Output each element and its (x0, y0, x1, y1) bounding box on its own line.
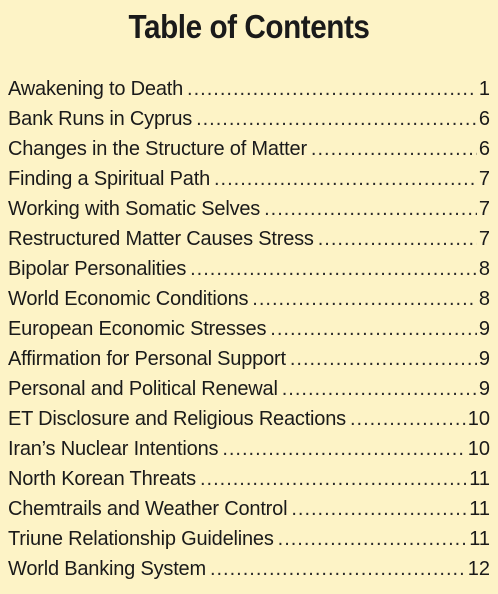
toc-entry-title: Chemtrails and Weather Control (8, 498, 288, 520)
dot-leader (252, 284, 477, 314)
toc-entry-page: 12 (467, 558, 490, 580)
dot-leader (264, 194, 477, 224)
toc-entry[interactable] (8, 284, 490, 314)
dot-leader (187, 74, 477, 104)
toc-entry-title: European Economic Stresses (8, 318, 267, 340)
toc-entry-title: North Korean Threats (8, 468, 196, 490)
toc-entry-page: 7 (478, 168, 490, 190)
toc-entry[interactable] (8, 254, 490, 284)
toc-entry-title: Changes in the Structure of Matter (8, 138, 307, 160)
toc-entry-title: Bank Runs in Cyprus (8, 108, 193, 130)
toc-entry[interactable] (8, 224, 490, 254)
toc-entry-page: 7 (478, 228, 490, 250)
toc-entry-title: Personal and Political Renewal (8, 378, 278, 400)
toc-entry[interactable] (8, 464, 490, 494)
toc-entry[interactable] (8, 554, 490, 584)
toc-entry-title: Restructured Matter Causes Stress (8, 228, 314, 250)
toc-entry-page: 7 (478, 198, 490, 220)
toc-entry-page: 6 (478, 108, 490, 130)
toc-entry-title: World Banking System (8, 558, 206, 580)
dot-leader (190, 254, 477, 284)
dot-leader (311, 134, 477, 164)
dot-leader (214, 164, 477, 194)
dot-leader (200, 464, 467, 494)
toc-entry[interactable] (8, 494, 490, 524)
dot-leader (270, 314, 477, 344)
toc-entry[interactable] (8, 434, 490, 464)
toc-entry[interactable] (8, 194, 490, 224)
toc-entry[interactable] (8, 164, 490, 194)
dot-leader (222, 434, 465, 464)
toc-entry[interactable] (8, 104, 490, 134)
toc-entry-title: Finding a Spiritual Path (8, 168, 210, 190)
toc-list (8, 74, 490, 584)
dot-leader (318, 224, 477, 254)
dot-leader (291, 494, 467, 524)
toc-entry[interactable] (8, 374, 490, 404)
toc-entry-title: Awakening to Death (8, 78, 184, 100)
toc-entry-page: 1 (478, 78, 490, 100)
toc-entry-title: Affirmation for Personal Support (8, 348, 286, 370)
toc-entry-page: 9 (478, 348, 490, 370)
dot-leader (282, 374, 477, 404)
toc-entry-page: 6 (478, 138, 490, 160)
toc-entry[interactable] (8, 344, 490, 374)
toc-entry-page: 9 (478, 318, 490, 340)
toc-entry-title: Triune Relationship Guidelines (8, 528, 274, 550)
toc-entry-page: 10 (467, 408, 490, 430)
dot-leader (278, 524, 468, 554)
page-title: Table of Contents (128, 8, 370, 45)
toc-entry[interactable] (8, 404, 490, 434)
toc-entry-title: World Economic Conditions (8, 288, 249, 310)
toc-entry-page: 8 (478, 288, 490, 310)
toc-entry-title: Working with Somatic Selves (8, 198, 261, 220)
toc-entry-page: 11 (469, 498, 490, 520)
toc-entry-page: 11 (469, 468, 490, 490)
toc-entry-page: 9 (478, 378, 490, 400)
toc-entry[interactable] (8, 74, 490, 104)
toc-entry-title: ET Disclosure and Religious Reactions (8, 408, 346, 430)
toc-entry-page: 8 (478, 258, 490, 280)
toc-entry[interactable] (8, 524, 490, 554)
toc-entry-title: Bipolar Personalities (8, 258, 187, 280)
toc-entry-page: 11 (469, 528, 490, 550)
toc-entry-page: 10 (467, 438, 490, 460)
toc-entry[interactable] (8, 134, 490, 164)
dot-leader (350, 404, 466, 434)
toc-entry-title: Iran’s Nuclear Intentions (8, 438, 219, 460)
dot-leader (196, 104, 477, 134)
dot-leader (290, 344, 477, 374)
dot-leader (210, 554, 466, 584)
toc-entry[interactable] (8, 314, 490, 344)
